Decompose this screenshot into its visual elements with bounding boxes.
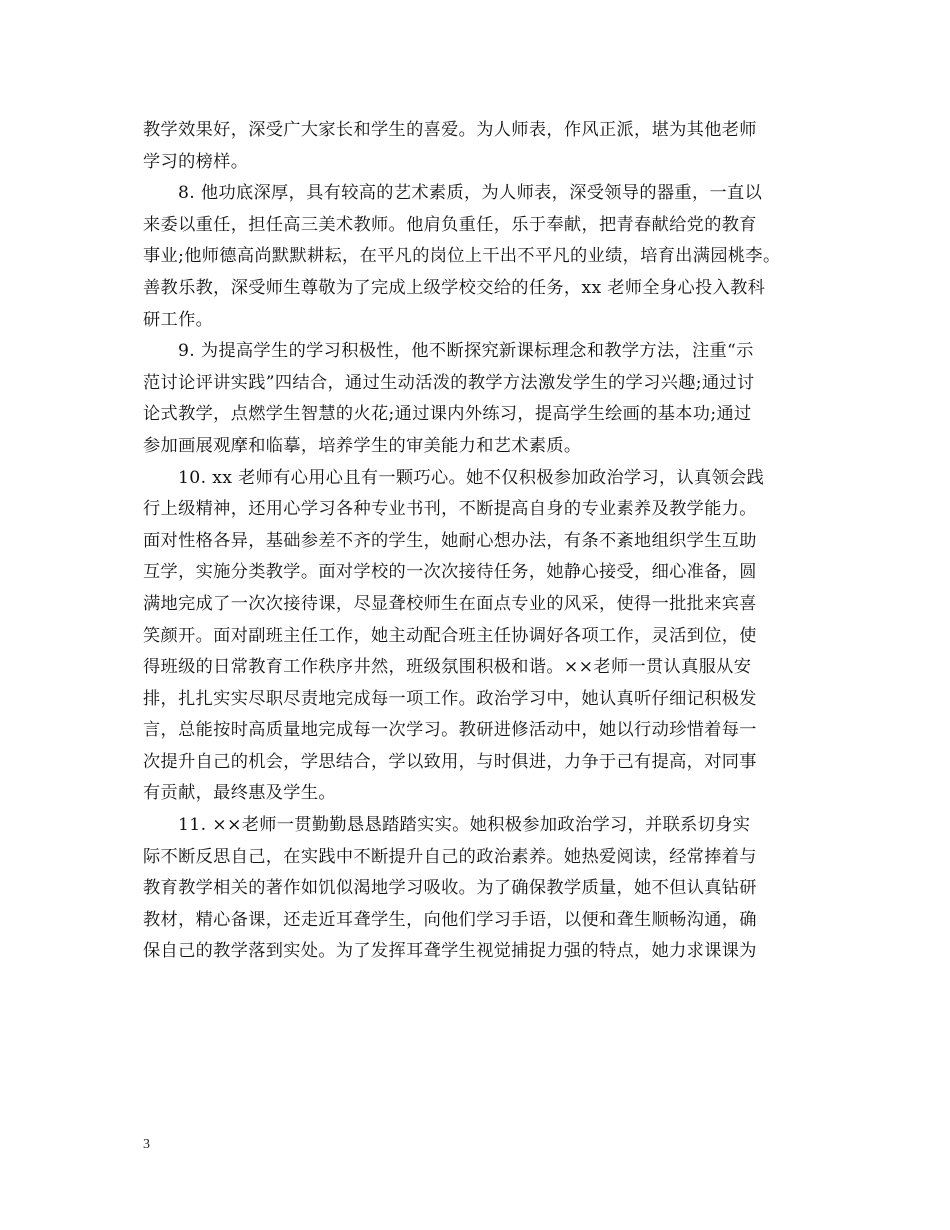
paragraph-item-11	[143, 810, 811, 968]
text-line: 9. 为提高学生的学习积极性，他不断探究新课标理念和教学方法，注重“示	[178, 341, 754, 362]
paragraph-continuation	[143, 115, 811, 178]
text-line: 研工作。	[143, 309, 214, 330]
text-line: 11. ××老师一贯勤勤恳恳踏踏实实。她积极参加政治学习，并联系切身实	[178, 815, 751, 836]
text-line: 次提升自己的机会，学思结合，学以致用，与时俱进，力争于己有提高，对同事	[143, 751, 757, 772]
text-line: 笑颜开。面对副班主任工作，她主动配合班主任协调好各项工作，灵活到位，使	[143, 625, 757, 646]
text-line: 教材，精心备课，还走近耳聋学生，向他们学习手语，以便和聋生顺畅沟通，确	[143, 909, 757, 930]
text-line: 8. 他功底深厚，具有较高的艺术素质，为人师表，深受领导的器重，一直以	[178, 183, 763, 204]
text-line: 教育教学相关的著作如饥似渴地学习吸收。为了确保教学质量，她不但认真钻研	[143, 878, 757, 899]
paragraph-item-10	[143, 463, 811, 811]
text-line: 10. xx 老师有心用心且有一颗巧心。她不仅积极参加政治学习，认真领会践	[178, 467, 765, 488]
text-line: 排，扎扎实实尽职尽责地完成每一项工作。政治学习中，她认真听仔细记积极发	[143, 688, 757, 709]
page-number: 3	[143, 1137, 150, 1152]
text-line: 互学，实施分类教学。面对学校的一次次接待任务，她静心接受，细心准备，圆	[143, 562, 757, 583]
text-line: 论式教学，点燃学生智慧的火花;通过课内外练习，提高学生绘画的基本功;通过	[143, 404, 752, 425]
body-text	[143, 115, 811, 968]
text-line: 际不断反思自己，在实践中不断提升自己的政治素养。她热爱阅读，经常捧着与	[143, 846, 757, 867]
text-line: 学习的榜样。	[143, 151, 249, 172]
text-line: 善教乐教，深受师生尊敬为了完成上级学校交给的任务，xx 老师全身心投入教科	[143, 277, 766, 298]
text-line: 行上级精神，还用心学习各种专业书刊，不断提高自身的专业素养及教学能力。	[143, 499, 757, 520]
text-line: 范讨论评讲实践”四结合，通过生动活泼的教学方法激发学生的学习兴趣;通过讨	[143, 372, 755, 393]
text-line: 有贡献，最终惠及学生。	[143, 783, 336, 804]
text-line: 保自己的教学落到实处。为了发挥耳聋学生视觉捕捉力强的特点，她力求课课为	[143, 941, 757, 962]
text-line: 事业;他师德高尚默默耕耘，在平凡的岗位上干出不平凡的业绩，培育出满园桃李。	[143, 246, 781, 267]
text-line: 面对性格各异，基础参差不齐的学生，她耐心想办法，有条不紊地组织学生互助	[143, 530, 757, 551]
text-line: 言，总能按时高质量地完成每一次学习。教研进修活动中，她以行动珍惜着每一	[143, 720, 757, 741]
text-line: 参加画展观摩和临摹，培养学生的审美能力和艺术素质。	[143, 435, 582, 456]
text-line: 得班级的日常教育工作秩序井然，班级氛围积极和谐。××老师一贯认真服从安	[143, 657, 752, 678]
text-line: 来委以重任，担任高三美术教师。他肩负重任，乐于奉献，把青春献给党的教育	[143, 214, 757, 235]
paragraph-item-8	[143, 178, 811, 336]
text-line: 满地完成了一次次接待课，尽显聋校师生在面点专业的风采，使得一批批来宾喜	[143, 593, 757, 614]
paragraph-item-9	[143, 336, 811, 462]
text-line: 教学效果好，深受广大家长和学生的喜爱。为人师表，作风正派，堪为其他老师	[143, 120, 757, 140]
